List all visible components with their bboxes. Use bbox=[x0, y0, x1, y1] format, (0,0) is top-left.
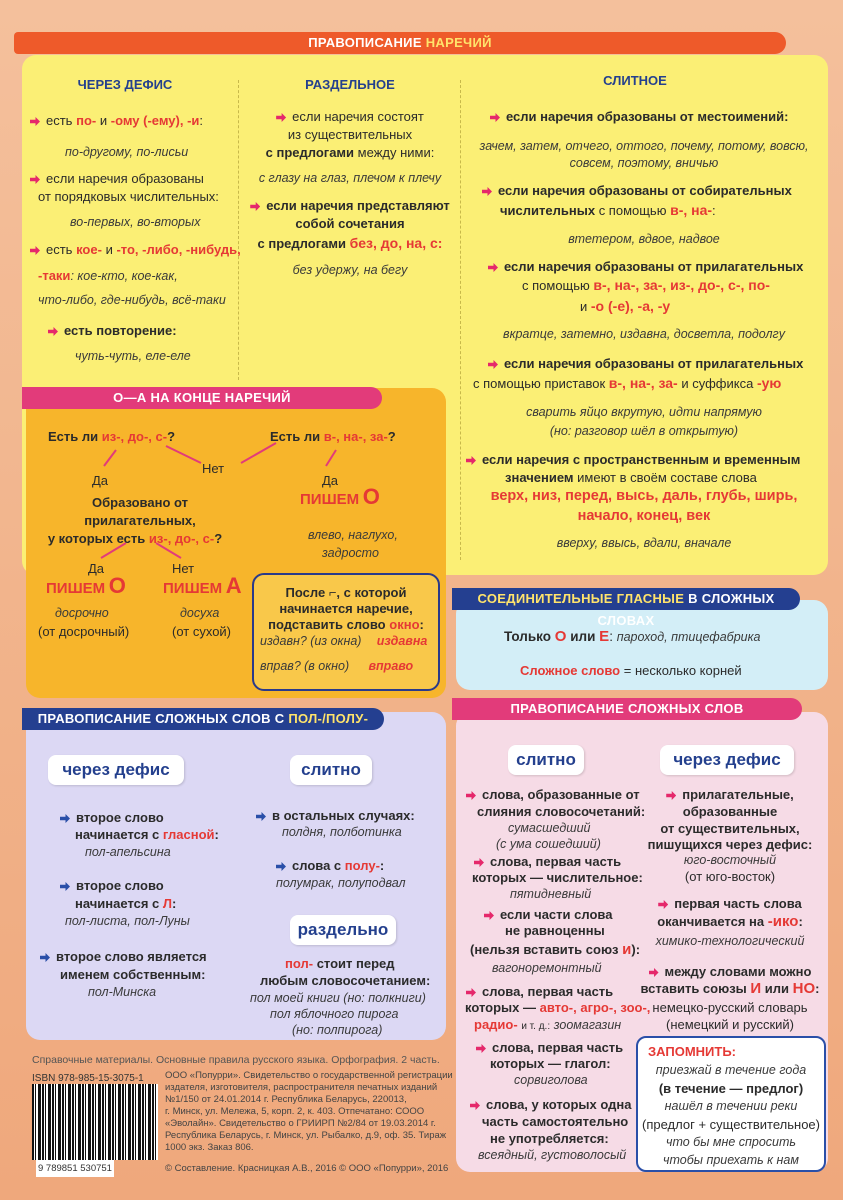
pol-s-1: в остальных случаях: bbox=[256, 807, 415, 824]
publisher-6: Республика Беларусь, г. Минск, ул. Рыбалко, д.9, оф. 35. Тираж bbox=[165, 1130, 447, 1141]
remember-line-3: нашёл в течении реки bbox=[664, 1099, 798, 1113]
pol-hyphen-pill: через дефис bbox=[48, 755, 184, 785]
pol-b-1: второе слово bbox=[60, 877, 164, 894]
pol-a-2: начинается с гласной: bbox=[75, 827, 219, 842]
arrow-icon bbox=[276, 862, 286, 871]
compound-h1a: прилагательные, bbox=[640, 786, 820, 803]
compound-h2a: первая часть слова bbox=[640, 895, 820, 912]
solid-rule-2b: числительных с помощью в-, на-: bbox=[500, 202, 716, 218]
pol-d-example-3: (но: полпирога) bbox=[292, 1023, 383, 1037]
solid-words-1: верх, низ, перед, высь, даль, глубь, ширь, bbox=[490, 488, 798, 504]
divider-2 bbox=[460, 80, 461, 560]
oa-result-a: ПИШЕМ А bbox=[163, 573, 242, 598]
solid-rule-2: если наречия образованы от собирательных bbox=[482, 182, 792, 199]
solid-rule-3b: с помощью в-, на-, за-, из-, до-, с-, по- bbox=[522, 277, 770, 293]
solid-example-4a: сварить яйцо вкрутую, идти напрямую bbox=[526, 405, 762, 419]
arrow-icon bbox=[40, 953, 50, 962]
arrow-icon bbox=[250, 202, 260, 211]
hyphen-rule-2: если наречия образованы bbox=[30, 170, 204, 187]
publisher-7: 1000 экз. Заказ 806. bbox=[165, 1142, 254, 1153]
compound-s2a: слова, первая часть bbox=[474, 853, 621, 870]
arrow-icon bbox=[30, 117, 40, 126]
compound-ex1a: сумасшедший bbox=[508, 821, 591, 835]
title-part2: НАРЕЧИЙ bbox=[425, 35, 492, 50]
solid-rule-1: если наречия образованы от местоимений: bbox=[490, 108, 788, 125]
compound-ex2: пятидневный bbox=[510, 887, 592, 901]
solid-example-5: вверху, ввысь, вдали, вначале bbox=[556, 536, 732, 550]
compound-hyphen-pill: через дефис bbox=[660, 745, 794, 775]
solid-words-2: начало, конец, век bbox=[577, 508, 711, 524]
oa-no-2: Нет bbox=[172, 561, 195, 576]
oa-yes-3: Да bbox=[88, 561, 105, 576]
oa-middle-2: прилагательных, bbox=[84, 513, 196, 528]
isbn: ISBN 978-985-15-3075-1 bbox=[32, 1073, 144, 1084]
oa-middle-3: у которых есть из-, до-, с-? bbox=[47, 531, 223, 546]
pol-a-example: пол-апельсина bbox=[85, 845, 171, 859]
oa-note-4: издавн? (из окна) издавна bbox=[260, 634, 428, 648]
compound-exh3b: (немецкий и русский) bbox=[665, 1017, 795, 1032]
compound-s5b: которых — глагол: bbox=[490, 1056, 611, 1071]
hyphen-rule-3b: -таки: кое-кто, кое-как, bbox=[38, 268, 178, 283]
remember-line-6: чтобы приехать к нам bbox=[663, 1153, 799, 1167]
hyphen-rule-4: есть повторение: bbox=[48, 322, 177, 339]
hyphen-rule-1: есть по- и -ому (-ему), -и: bbox=[30, 112, 203, 129]
remember-line-2: (в течение — предлог) bbox=[658, 1081, 804, 1096]
arrow-icon bbox=[666, 791, 676, 800]
hyphen-example-4: чуть-чуть, еле-еле bbox=[75, 349, 191, 363]
solid-rule-4b: с помощью приставок в-, на-, за- и суффикса -ую bbox=[473, 375, 782, 391]
arrow-icon bbox=[60, 814, 70, 823]
arrow-icon bbox=[48, 327, 58, 336]
pol-d-example-2: пол яблочного пирога bbox=[270, 1007, 399, 1021]
solid-example-3: вкратце, затемно, издавна, досветла, подолгу bbox=[503, 327, 785, 341]
oa-result-o-left: ПИШЕМ О bbox=[46, 573, 126, 598]
pol-c-2: именем собственным: bbox=[60, 967, 206, 982]
compound-ex5: сорвиголова bbox=[514, 1073, 588, 1087]
compound-h3b: вставить союзы И или НО: bbox=[640, 980, 820, 997]
compound-h1d: пишущихся через дефис: bbox=[647, 837, 813, 852]
compound-h3a: между словами можно bbox=[640, 963, 820, 980]
vowels-rule: Только О или Е: пароход, птицефабрика bbox=[504, 628, 761, 645]
publisher-5: «Эволайн». Свидетельство о ГРИИРП №2/84 от 19.03.2014 г. bbox=[165, 1118, 436, 1129]
pol-separate-pill: раздельно bbox=[290, 915, 396, 945]
pol-b-example: пол-листа, пол-Луны bbox=[65, 914, 190, 928]
pol-s-2: слова с полу-: bbox=[276, 857, 384, 874]
compound-s5a: слова, первая часть bbox=[476, 1039, 623, 1056]
oa-question-2: Есть ли в-, на-, за-? bbox=[270, 429, 396, 444]
arrow-icon bbox=[60, 882, 70, 891]
oa-note-5: вправ? (в окно) вправо bbox=[260, 659, 414, 673]
pol-c-1: второе слово является bbox=[40, 948, 207, 965]
compound-s3b: не равноценны bbox=[505, 923, 605, 938]
divider-1 bbox=[238, 80, 239, 380]
publisher-1: ООО «Попурри». Свидетельство о государственной регистрации bbox=[165, 1070, 453, 1081]
vowels-note: Сложное слово = несколько корней bbox=[520, 663, 742, 678]
oa-result-o-top: ПИШЕМ О bbox=[300, 484, 380, 509]
oa-example-right-2: (от сухой) bbox=[172, 624, 232, 639]
footer-line: Справочные материалы. Основные правила русского языка. Орфография. 2 часть. bbox=[32, 1054, 440, 1066]
compound-s4b: которых — авто-, агро-, зоо-, bbox=[465, 1000, 651, 1015]
compound-s2b: которых — числительное: bbox=[472, 870, 643, 885]
vowels-header: СОЕДИНИТЕЛЬНЫЕ ГЛАСНЫЕ В СЛОЖНЫХ СЛОВАХ bbox=[452, 588, 800, 610]
arrow-icon bbox=[482, 187, 492, 196]
hyphen-example-3: что-либо, где-нибудь, всё-таки bbox=[38, 293, 226, 307]
hyphen-example-2: во-первых, во-вторых bbox=[70, 215, 201, 229]
remember-line-4: (предлог + существительное) bbox=[642, 1117, 820, 1132]
separate-heading: РАЗДЕЛЬНОЕ bbox=[305, 77, 395, 92]
solid-rule-4: если наречия образованы от прилагательных bbox=[488, 355, 803, 372]
oa-note-2: начинается наречие, bbox=[279, 601, 413, 616]
compound-s6c: не употребляется: bbox=[490, 1131, 609, 1146]
solid-heading: СЛИТНОЕ bbox=[603, 73, 667, 88]
title-bar bbox=[14, 32, 786, 54]
solid-example-4b: (но: разговор шёл в открытую) bbox=[549, 424, 739, 438]
arrow-icon bbox=[488, 263, 498, 272]
compound-s3c: (нельзя вставить союз и): bbox=[470, 941, 641, 958]
compound-ex1b: (с ума сошедший) bbox=[496, 837, 601, 851]
pol-solid-pill: слитно bbox=[290, 755, 372, 785]
oa-example-right-1: досуха bbox=[180, 606, 220, 620]
publisher-4: г. Минск, ул. Мележа, 5, корп. 2, к. 403. Отпечатано: СООО bbox=[165, 1106, 425, 1117]
arrow-icon bbox=[470, 1101, 480, 1110]
arrow-icon bbox=[466, 988, 476, 997]
compound-h2b: оканчивается на -ико: bbox=[657, 913, 803, 930]
separate-rule-1: если наречия состоят bbox=[245, 108, 455, 125]
arrow-icon bbox=[484, 911, 494, 920]
solid-rule-3c: и -о (-е), -а, -у bbox=[580, 298, 671, 314]
oa-note-1: После ⌐, с которой bbox=[285, 585, 407, 600]
oa-yes-2: Да bbox=[322, 473, 339, 488]
publisher-3: №1/150 от 24.01.2014 г. Республика Беларусь, 220013, bbox=[165, 1094, 407, 1105]
copyright: © Составление. Красницкая А.В., 2016 © ООО «Попурри», 2016 bbox=[165, 1163, 449, 1174]
hyphen-rule-3: есть кое- и -то, -либо, -нибудь, bbox=[30, 241, 241, 258]
separate-example-2: без удержу, на бегу bbox=[292, 263, 408, 277]
compound-exh1a: юго-восточный bbox=[683, 853, 777, 867]
compound-s1b: слияния словосочетаний: bbox=[477, 804, 646, 819]
solid-rule-5b: значением имеют в своём составе слова bbox=[505, 470, 757, 485]
compound-s6b: часть самостоятельно bbox=[482, 1114, 629, 1129]
separate-example-1: с глазу на глаз, плечом к плечу bbox=[258, 171, 442, 185]
pol-s-example-2: полумрак, полуподвал bbox=[276, 876, 406, 890]
arrow-icon bbox=[30, 175, 40, 184]
hyphen-heading: ЧЕРЕЗ ДЕФИС bbox=[77, 77, 173, 92]
compound-header: ПРАВОПИСАНИЕ СЛОЖНЫХ СЛОВ bbox=[452, 698, 802, 720]
compound-solid-pill: слитно bbox=[508, 745, 584, 775]
oa-example-o-2: задросто bbox=[322, 546, 379, 560]
oa-note-3: подставить слово окно: bbox=[268, 617, 424, 632]
remember-title: ЗАПОМНИТЬ: bbox=[648, 1044, 736, 1059]
arrow-icon bbox=[649, 968, 659, 977]
compound-h1c: от существительных, bbox=[660, 821, 800, 836]
compound-s6a: слова, у которых одна bbox=[470, 1096, 631, 1113]
pol-a-1: второе слово bbox=[60, 809, 164, 826]
pol-d-2: любым словосочетанием: bbox=[260, 973, 431, 988]
pol-d-1: пол- стоит перед bbox=[285, 956, 395, 971]
arrow-icon bbox=[30, 246, 40, 255]
oa-example-left-1: досрочно bbox=[55, 606, 109, 620]
arrow-icon bbox=[256, 812, 266, 821]
oa-header: О—А НА КОНЦЕ НАРЕЧИЙ bbox=[22, 387, 382, 409]
pol-d-example-1: пол моей книги (но: полкниги) bbox=[250, 991, 426, 1005]
oa-no-1: Нет bbox=[202, 461, 225, 476]
solid-example-2: втетером, вдвое, надвое bbox=[568, 232, 720, 246]
arrow-icon bbox=[276, 113, 286, 122]
arrow-icon bbox=[658, 900, 668, 909]
oa-yes-1: Да bbox=[92, 473, 109, 488]
pol-c-example: пол-Минска bbox=[88, 985, 157, 999]
separate-rule-1b: из существительных bbox=[287, 127, 413, 142]
arrow-icon bbox=[466, 791, 476, 800]
pol-header: ПРАВОПИСАНИЕ СЛОЖНЫХ СЛОВ С ПОЛ-/ПОЛУ- bbox=[22, 708, 384, 730]
pol-b-2: начинается с Л: bbox=[75, 896, 177, 911]
separate-rule-2: если наречия представляют bbox=[245, 197, 455, 214]
title-part1: ПРАВОПИСАНИЕ bbox=[308, 35, 422, 50]
solid-rule-3: если наречия образованы от прилагательных bbox=[488, 258, 803, 275]
publisher-2: издателя, изготовителя, распространителя печатных изданий bbox=[165, 1082, 438, 1093]
barcode-number: 9 789851 530751 bbox=[36, 1160, 114, 1177]
pol-s-example-1: полдня, полботинка bbox=[282, 825, 402, 839]
solid-rule-5: если наречия с пространственным и временным bbox=[466, 451, 800, 468]
compound-exh1b: (от юго-восток) bbox=[684, 869, 776, 884]
barcode bbox=[32, 1084, 158, 1160]
hyphen-rule-2b: от порядковых числительных: bbox=[38, 189, 219, 204]
oa-middle-1: Образовано от bbox=[92, 495, 188, 510]
compound-s3a: если части слова bbox=[484, 906, 612, 923]
oa-example-left-2: (от досрочный) bbox=[38, 624, 130, 639]
compound-h1b: образованные bbox=[682, 804, 778, 819]
separate-rule-1c: с предлогами между ними: bbox=[265, 145, 435, 160]
compound-s1a: слова, образованные от bbox=[466, 786, 640, 803]
compound-s4a: слова, первая часть bbox=[466, 983, 613, 1000]
compound-ex6: всеядный, густоволосый bbox=[478, 1148, 627, 1162]
arrow-icon bbox=[488, 360, 498, 369]
compound-exh2: химико-технологический bbox=[655, 934, 805, 948]
remember-line-5: что бы мне спросить bbox=[666, 1135, 796, 1149]
compound-exh3a: немецко-русский словарь bbox=[652, 1000, 808, 1015]
arrow-icon bbox=[474, 858, 484, 867]
remember-line-1: приезжай в течение года bbox=[655, 1063, 807, 1077]
separate-rule-2b: собой сочетания bbox=[295, 216, 405, 231]
separate-rule-2c: с предлогами без, до, на, с: bbox=[257, 235, 443, 251]
oa-question-1: Есть ли из-, до-, с-? bbox=[48, 429, 176, 444]
arrow-icon bbox=[476, 1044, 486, 1053]
solid-example-1b: совсем, поэтому, вничью bbox=[569, 156, 719, 170]
arrow-icon bbox=[490, 113, 500, 122]
hyphen-example-1: по-другому, по-лисьи bbox=[65, 145, 189, 159]
compound-s4c: радио- и т. д.: зоомагазин bbox=[474, 1017, 622, 1032]
arrow-icon bbox=[466, 456, 476, 465]
compound-ex3: вагоноремонтный bbox=[492, 961, 602, 975]
solid-example-1a: зачем, затем, отчего, оттого, почему, потому, вовсю, bbox=[479, 139, 809, 153]
oa-example-o-1: влево, наглухо, bbox=[308, 528, 398, 542]
